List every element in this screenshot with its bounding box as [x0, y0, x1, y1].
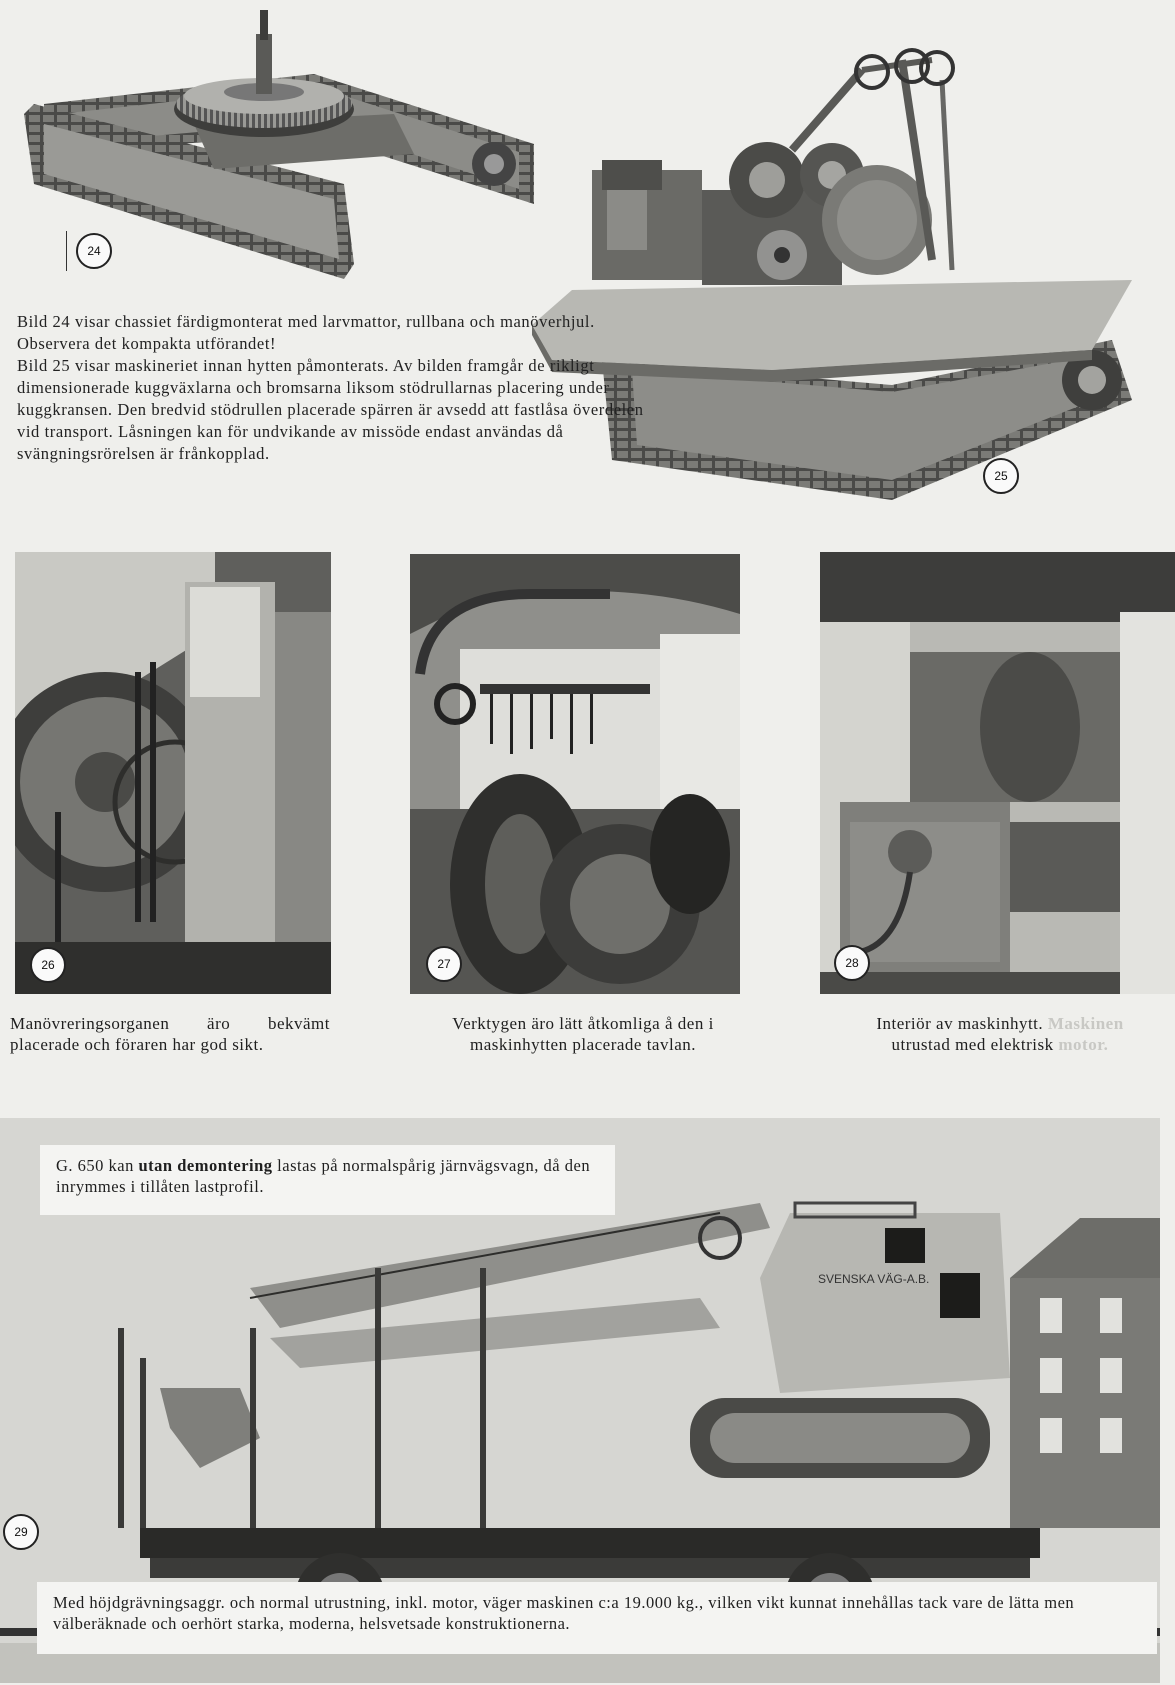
figure-27-tool-board-photo — [410, 554, 740, 994]
caption-faded-text: motor. — [1058, 1035, 1109, 1054]
weight-caption: Med höjdgrävningsaggr. och normal utrustning, inkl. motor, väger maskinen c:a 19.000 kg., vilken vikt kunnat innehållas tack vare de lätta men välberäknade och oerhört starka, moderna, helsvetsade konstruktionerna. — [53, 1593, 1075, 1633]
figure-number: 29 — [14, 1525, 28, 1539]
rail-wagon-caption-box — [40, 1145, 615, 1215]
figure-26-number-badge — [30, 947, 66, 983]
caption-paragraph-fig24: Bild 24 visar chassiet färdigmonterat med larvmattor, rullbana och manöverhjul. Observera det kompakta utförandet! — [17, 312, 595, 353]
weight-caption-box — [37, 1582, 1157, 1654]
figure-24-number-badge — [76, 233, 112, 269]
figure-25-number-badge — [983, 458, 1019, 494]
caption-text: G. 650 kan — [56, 1156, 139, 1175]
figure-27-number-badge — [426, 946, 462, 982]
cab-sign: SVENSKA VÄG-A.B. — [818, 1272, 930, 1286]
cabin-interior-illustration — [820, 552, 1175, 994]
badge-tick-line — [66, 231, 67, 271]
figure-26-caption: Manövreringsorganen äro bekvämt placerade och föraren har god sikt. — [10, 1014, 330, 1054]
figure-27-caption: Verktygen äro lätt åtkomliga å den i maskinhytten placerade tavlan. — [452, 1014, 714, 1054]
figure-number: 27 — [437, 957, 451, 971]
caption-faded-text: Maskinen — [1047, 1014, 1124, 1033]
caption-text: Interiör av maskinhytt. — [876, 1014, 1044, 1033]
figure-28-number-badge — [834, 945, 870, 981]
figure-26-controls-photo — [15, 552, 331, 994]
controls-illustration — [15, 552, 331, 994]
tool-board-illustration — [410, 554, 740, 994]
figure-number: 25 — [994, 469, 1008, 483]
caption-text: utrustad med elektrisk — [891, 1035, 1054, 1054]
figure-28-cabin-interior-photo — [820, 552, 1175, 994]
figure-number: 28 — [845, 956, 859, 970]
caption-paragraph-fig25: Bild 25 visar maskineriet innan hytten påmonterats. Av bilden framgår de rikligt dimensionerade kuggväxlarna och bromsarna liksom stödrullarnas placering under kuggkransen. Den bredvid stödrullen placerade spärren är avsedd att fastlåsa överdelen vid transport. Låsningen kan för undvikande av missöde endast användas då svängningsrörelsen är frånkopplad. — [17, 356, 644, 463]
caption-text: lastas på normalspårig järnvägsvagn, då den inrymmes i tillåten lastprofil. — [56, 1156, 591, 1196]
caption-bold-text: utan demontering — [138, 1156, 273, 1175]
figure-28-caption — [825, 1013, 1175, 1055]
figure-29-number-badge — [3, 1514, 39, 1550]
figure-number: 26 — [41, 958, 55, 972]
intro-caption — [17, 311, 649, 465]
figure-number: 24 — [87, 244, 101, 258]
